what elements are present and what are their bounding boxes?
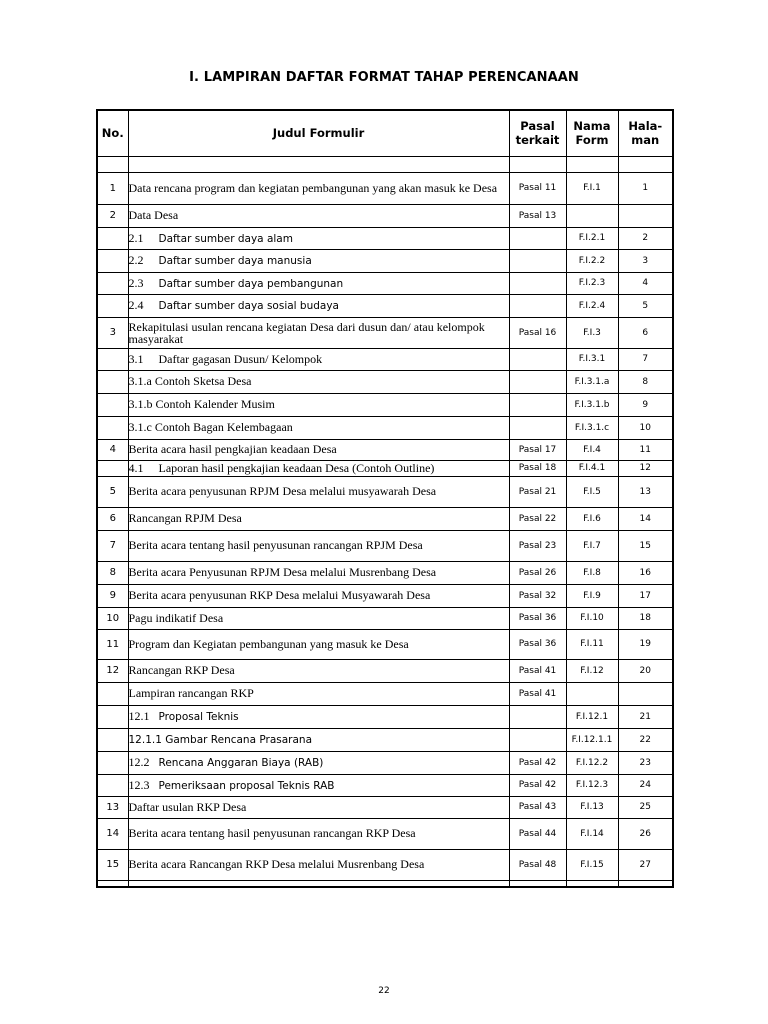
row-hal: 18 [618, 607, 673, 629]
row-hal: 2 [618, 227, 673, 249]
row-no: 2 [97, 204, 128, 227]
row-hal: 3 [618, 249, 673, 272]
row-hal: 23 [618, 751, 673, 774]
row-title: Pagu indikatif Desa [128, 607, 509, 629]
row-hal: 16 [618, 561, 673, 584]
table-row [97, 249, 673, 272]
row-pasal: Pasal 36 [509, 629, 566, 659]
table-row [97, 317, 673, 348]
row-title: Berita acara penyusunan RKP Desa melalui Musyawarah Desa [128, 584, 509, 607]
row-pasal: Pasal 36 [509, 607, 566, 629]
row-sub-number: 12.3 [128, 777, 150, 792]
row-title: Rekapitulasi usulan rencana kegiatan Desa dari dusun dan/ atau kelompok masyarakat [128, 317, 509, 348]
row-form: F.I.11 [566, 629, 618, 659]
page-title: I. LAMPIRAN DAFTAR FORMAT TAHAP PERENCANAAN [189, 70, 579, 85]
row-hal: 17 [618, 584, 673, 607]
row-no: 8 [97, 561, 128, 584]
row-pasal: Pasal 23 [509, 530, 566, 561]
row-title: Berita acara Penyusunan RPJM Desa melalui Musrenbang Desa [128, 561, 509, 584]
row-pasal: Pasal 42 [509, 751, 566, 774]
row-sub-number: 12.1 [128, 709, 150, 723]
header-nama-line2: Form [575, 133, 609, 148]
spacer-row [97, 156, 673, 172]
table-row [97, 507, 673, 530]
row-form: F.I.12.1.1 [566, 728, 618, 751]
row-pasal: Pasal 21 [509, 476, 566, 507]
row-form [566, 204, 618, 227]
row-sub-title: Daftar sumber daya manusia [158, 255, 312, 267]
row-form: F.I.5 [566, 476, 618, 507]
table-row [97, 682, 673, 705]
row-pasal: Pasal 44 [509, 818, 566, 849]
row-pasal: Pasal 18 [509, 460, 566, 476]
row-form: F.I.6 [566, 507, 618, 530]
row-hal: 24 [618, 774, 673, 796]
row-title: 3.1.c Contoh Bagan Kelembagaan [128, 416, 509, 439]
row-pasal: Pasal 41 [509, 659, 566, 682]
table-row [97, 751, 673, 774]
header-row [97, 110, 673, 156]
row-form: F.I.12.3 [566, 774, 618, 796]
row-hal: 6 [618, 317, 673, 348]
table-row [97, 416, 673, 439]
row-form: F.I.7 [566, 530, 618, 561]
row-hal [618, 682, 673, 705]
table-row [97, 393, 673, 416]
row-title: 3.1.a Contoh Sketsa Desa [128, 370, 509, 393]
table-row [97, 204, 673, 227]
format-table [96, 109, 674, 888]
row-hal: 15 [618, 530, 673, 561]
row-title [128, 751, 509, 774]
row-form: F.I.12.2 [566, 751, 618, 774]
row-form: F.I.3 [566, 317, 618, 348]
row-form: F.I.3.1.b [566, 393, 618, 416]
row-sub-title: 12.1.1 Gambar Rencana Prasarana [128, 734, 313, 746]
row-form: F.I.1 [566, 172, 618, 204]
row-pasal: Pasal 26 [509, 561, 566, 584]
row-sub-title: Daftar sumber daya alam [158, 232, 293, 245]
row-no: 15 [97, 849, 128, 880]
row-sub-number: 2.2 [128, 253, 144, 267]
header-no: No. [97, 110, 128, 156]
row-pasal: Pasal 48 [509, 849, 566, 880]
row-sub-number: 2.1 [128, 230, 144, 245]
row-title: 3.1.b Contoh Kalender Musim [128, 393, 509, 416]
row-form: F.I.3.1.c [566, 416, 618, 439]
row-hal: 1 [618, 172, 673, 204]
row-title [128, 728, 509, 751]
row-no: 5 [97, 476, 128, 507]
row-title: Rancangan RKP Desa [128, 659, 509, 682]
row-no: 10 [97, 607, 128, 629]
header-halaman [618, 110, 673, 156]
header-hal-line1: Hala- [628, 119, 663, 134]
row-hal: 26 [618, 818, 673, 849]
row-title: Berita acara tentang hasil penyusunan rancangan RKP Desa [128, 818, 509, 849]
row-form: F.I.15 [566, 849, 618, 880]
table-row [97, 460, 673, 476]
row-title [128, 348, 509, 370]
row-hal: 25 [618, 796, 673, 818]
row-sub-number: 12.2 [128, 755, 150, 769]
header-pasal-line2: terkait [515, 133, 560, 148]
row-form: F.I.4 [566, 439, 618, 460]
spacer-row [97, 880, 673, 887]
header-nama [566, 110, 618, 156]
row-hal: 21 [618, 705, 673, 728]
row-form: F.I.8 [566, 561, 618, 584]
row-title: Berita acara Rancangan RKP Desa melalui Musrenbang Desa [128, 849, 509, 880]
row-no: 1 [97, 172, 128, 204]
table-row [97, 796, 673, 818]
row-no: 6 [97, 507, 128, 530]
table-row [97, 728, 673, 751]
header-judul: Judul Formulir [128, 110, 509, 156]
table-row [97, 370, 673, 393]
row-form: F.I.4.1 [566, 460, 618, 476]
row-sub-title: Daftar gagasan Dusun/ Kelompok [158, 351, 323, 366]
row-no: 14 [97, 818, 128, 849]
row-hal: 27 [618, 849, 673, 880]
table-row [97, 476, 673, 507]
row-hal: 20 [618, 659, 673, 682]
row-hal: 12 [618, 460, 673, 476]
row-sub-title: Proposal Teknis [158, 711, 239, 723]
row-sub-title: Laporan hasil pengkajian keadaan Desa (Contoh Outline) [158, 460, 435, 475]
row-hal: 4 [618, 272, 673, 294]
row-title [128, 774, 509, 796]
row-no: 9 [97, 584, 128, 607]
row-hal: 14 [618, 507, 673, 530]
row-title [128, 249, 509, 272]
header-pasal [509, 110, 566, 156]
row-form: F.I.3.1.a [566, 370, 618, 393]
row-form: F.I.12.1 [566, 705, 618, 728]
row-sub-number: 4.1 [128, 460, 144, 475]
table-row [97, 348, 673, 370]
table-row [97, 849, 673, 880]
row-pasal: Pasal 13 [509, 204, 566, 227]
row-title [128, 294, 509, 317]
row-form: F.I.2.2 [566, 249, 618, 272]
row-hal: 8 [618, 370, 673, 393]
table-row [97, 227, 673, 249]
table-row [97, 607, 673, 629]
header-nama-line1: Nama [573, 119, 611, 134]
row-title: Rancangan RPJM Desa [128, 507, 509, 530]
row-pasal: Pasal 17 [509, 439, 566, 460]
row-hal: 5 [618, 294, 673, 317]
row-form: F.I.14 [566, 818, 618, 849]
table-row [97, 774, 673, 796]
row-form [566, 682, 618, 705]
row-form: F.I.12 [566, 659, 618, 682]
row-sub-title: Daftar sumber daya sosial budaya [158, 300, 339, 312]
table-row [97, 439, 673, 460]
row-title: Data Desa [128, 204, 509, 227]
row-no: 4 [97, 439, 128, 460]
row-pasal: Pasal 43 [509, 796, 566, 818]
row-pasal: Pasal 16 [509, 317, 566, 348]
row-pasal: Pasal 42 [509, 774, 566, 796]
table-row [97, 272, 673, 294]
table-row [97, 659, 673, 682]
table-row [97, 294, 673, 317]
row-no: 12 [97, 659, 128, 682]
row-hal: 22 [618, 728, 673, 751]
row-form: F.I.2.3 [566, 272, 618, 294]
row-sub-number: 3.1 [128, 351, 144, 366]
row-form: F.I.9 [566, 584, 618, 607]
table-row [97, 818, 673, 849]
row-title: Program dan Kegiatan pembangunan yang masuk ke Desa [128, 629, 509, 659]
table-row [97, 172, 673, 204]
row-title [128, 460, 509, 476]
row-form: F.I.2.1 [566, 227, 618, 249]
row-sub-title: Rencana Anggaran Biaya (RAB) [158, 757, 324, 769]
row-title: Berita acara tentang hasil penyusunan rancangan RPJM Desa [128, 530, 509, 561]
table-row [97, 629, 673, 659]
table-row [97, 584, 673, 607]
row-sub-title: Daftar sumber daya pembangunan [158, 277, 344, 290]
row-hal: 13 [618, 476, 673, 507]
table-row [97, 561, 673, 584]
row-form: F.I.13 [566, 796, 618, 818]
row-title [128, 705, 509, 728]
row-no: 11 [97, 629, 128, 659]
row-pasal: Pasal 32 [509, 584, 566, 607]
row-pasal: Pasal 11 [509, 172, 566, 204]
table-row [97, 705, 673, 728]
page-number: 22 [378, 986, 390, 996]
row-hal: 11 [618, 439, 673, 460]
row-pasal: Pasal 22 [509, 507, 566, 530]
row-title [128, 272, 509, 294]
row-title: Daftar usulan RKP Desa [128, 796, 509, 818]
row-title: Berita acara hasil pengkajian keadaan Desa [128, 439, 509, 460]
row-title [128, 227, 509, 249]
row-no: 3 [97, 317, 128, 348]
table-row [97, 530, 673, 561]
row-form: F.I.10 [566, 607, 618, 629]
row-form: F.I.3.1 [566, 348, 618, 370]
row-sub-number: 2.4 [128, 298, 144, 312]
row-sub-title: Pemeriksaan proposal Teknis RAB [158, 779, 335, 792]
row-sub-number: 2.3 [128, 275, 144, 290]
row-hal: 7 [618, 348, 673, 370]
row-no: 13 [97, 796, 128, 818]
row-title: Berita acara penyusunan RPJM Desa melalui musyawarah Desa [128, 476, 509, 507]
row-hal: 19 [618, 629, 673, 659]
header-pasal-line1: Pasal [520, 119, 555, 134]
row-no: 7 [97, 530, 128, 561]
header-hal-line2: man [631, 133, 660, 148]
row-title: Data rencana program dan kegiatan pembangunan yang akan masuk ke Desa [128, 172, 509, 204]
row-hal: 10 [618, 416, 673, 439]
row-hal: 9 [618, 393, 673, 416]
row-form: F.I.2.4 [566, 294, 618, 317]
row-title: Lampiran rancangan RKP [128, 682, 509, 705]
row-hal [618, 204, 673, 227]
row-pasal: Pasal 41 [509, 682, 566, 705]
